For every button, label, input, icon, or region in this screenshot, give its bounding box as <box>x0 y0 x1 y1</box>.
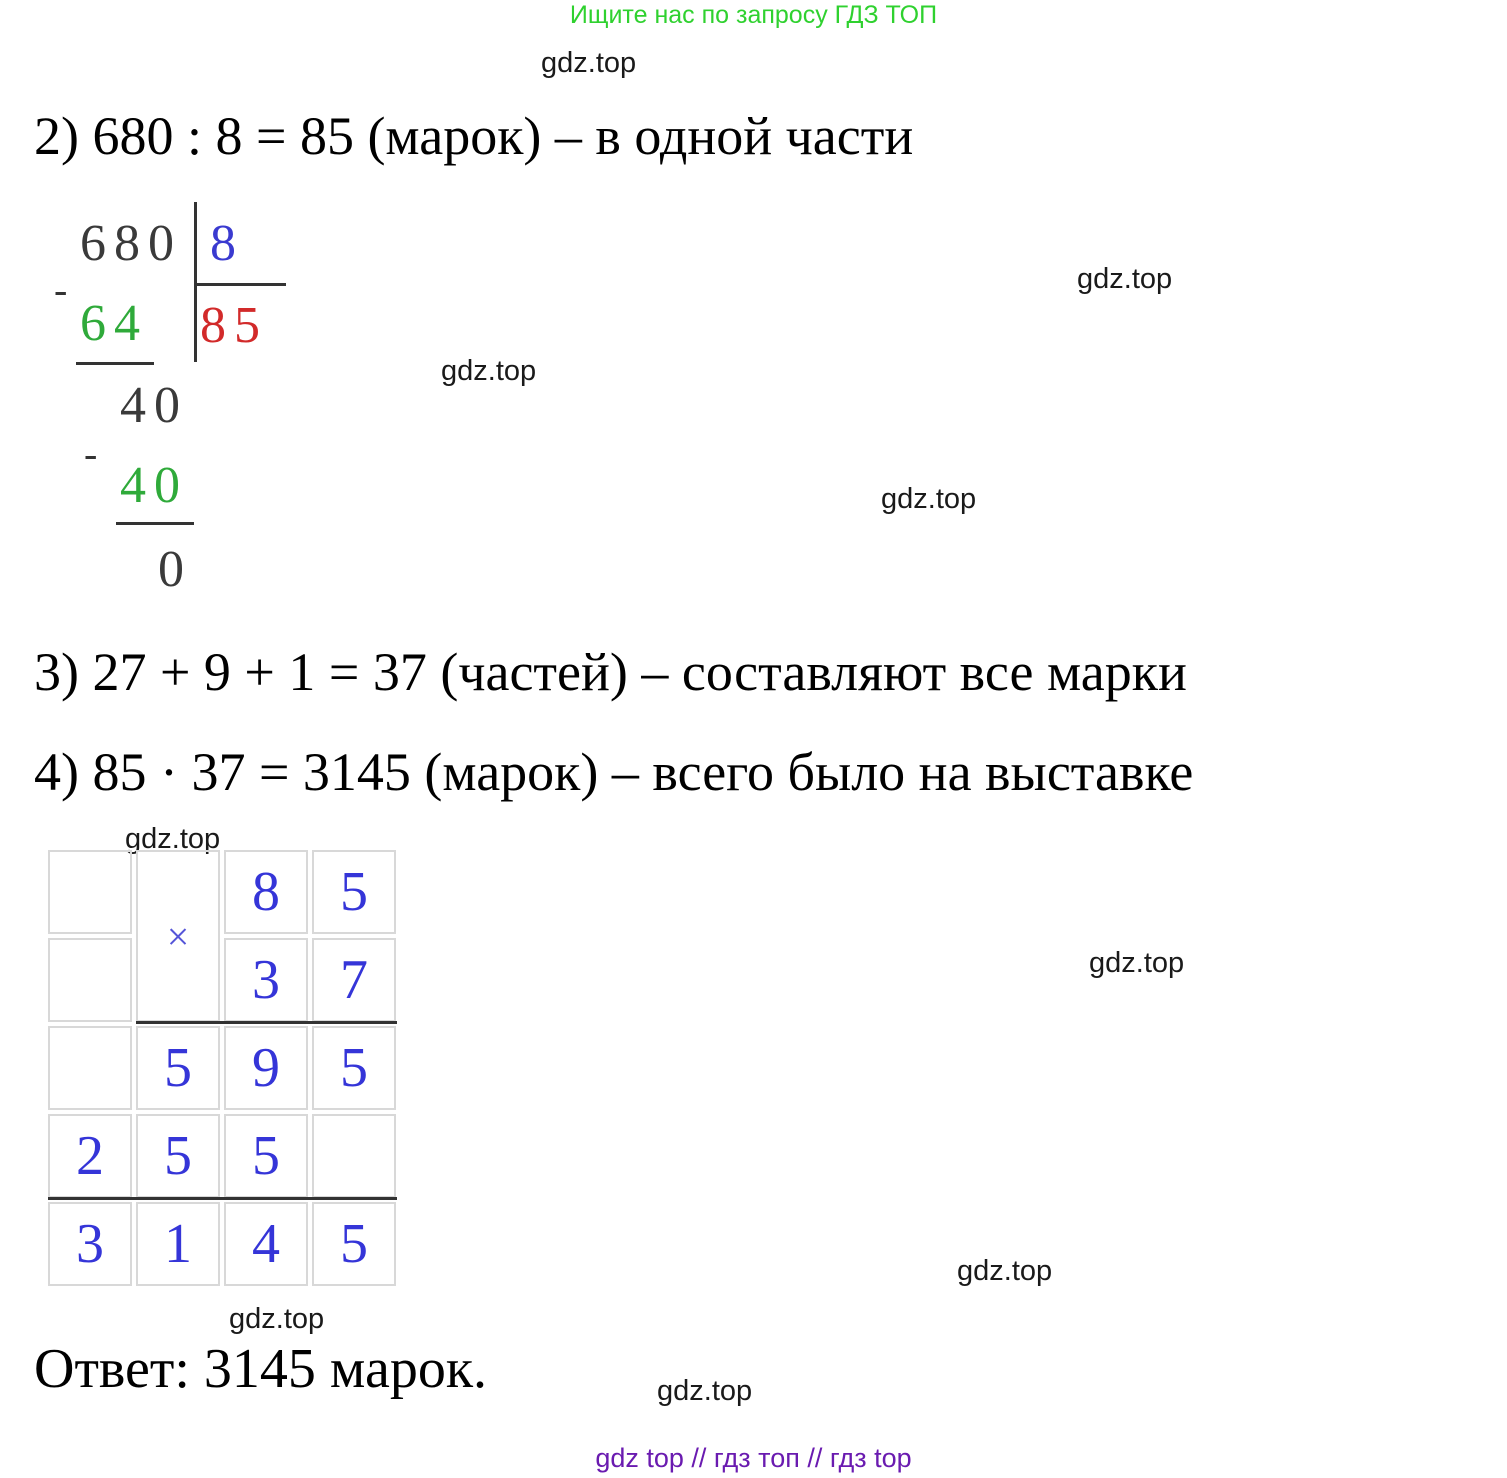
grid-cell <box>48 1026 132 1110</box>
watermark: gdz.top <box>957 1255 1053 1287</box>
watermark: gdz.top <box>125 823 221 855</box>
watermark: gdz.top <box>541 47 637 79</box>
grid-cell: 7 <box>312 938 396 1022</box>
multiply-sign: × <box>166 913 190 959</box>
underline-1 <box>76 362 154 365</box>
grid-cell: 2 <box>48 1114 132 1198</box>
watermark: gdz.top <box>1089 947 1185 979</box>
grid-cell: 1 <box>136 1202 220 1286</box>
answer-text: Ответ: 3145 марок. <box>34 1338 488 1400</box>
underline-2 <box>116 522 194 525</box>
grid-cell: 5 <box>136 1026 220 1110</box>
grid-cell: 4 <box>224 1202 308 1286</box>
remainder-2: 0 <box>158 541 192 598</box>
subtrahend-2: 40 <box>120 457 188 514</box>
divisor: 8 <box>210 215 244 272</box>
grid-cell <box>312 1114 396 1198</box>
watermark: gdz.top <box>1077 263 1173 295</box>
minus-sign-2: - <box>84 431 98 476</box>
remainder-1: 40 <box>120 377 188 434</box>
grid-cell: 5 <box>224 1114 308 1198</box>
grid-cell-sign <box>136 850 220 1022</box>
search-banner: Ищите нас по запросу ГДЗ ТОП <box>569 1 938 29</box>
step-3-text: 3) 27 + 9 + 1 = 37 (частей) – составляют все марки <box>34 642 1187 702</box>
multiplication-grid <box>48 850 397 1287</box>
product-line-2 <box>48 1197 397 1200</box>
quotient: 85 <box>200 297 268 354</box>
grid-cell <box>48 938 132 1022</box>
step-2-text: 2) 680 : 8 = 85 (марок) – в одной части <box>34 106 914 166</box>
watermark: gdz.top <box>441 355 537 387</box>
division-vertical-line <box>194 202 197 362</box>
step-4-text: 4) 85 · 37 = 3145 (марок) – всего было на выставке <box>34 742 1194 802</box>
grid-cell: 5 <box>312 1202 396 1286</box>
division-horizontal-line <box>194 283 286 286</box>
grid-cell: 5 <box>136 1114 220 1198</box>
watermark: gdz.top <box>229 1303 325 1335</box>
grid-cell: 5 <box>312 850 396 934</box>
dividend: 680 <box>80 215 182 272</box>
grid-cell <box>48 850 132 934</box>
grid-cell: 3 <box>224 938 308 1022</box>
grid-cell: 9 <box>224 1026 308 1110</box>
grid-cell: 5 <box>312 1026 396 1110</box>
watermark: gdz.top <box>881 483 977 515</box>
grid-cell: 8 <box>224 850 308 934</box>
footer-links: gdz top // гдз топ // гдз top <box>595 1443 912 1473</box>
watermark: gdz.top <box>657 1375 753 1407</box>
grid-cell: 3 <box>48 1202 132 1286</box>
subtrahend-1: 64 <box>80 295 148 352</box>
minus-sign-1: - <box>54 267 68 312</box>
product-line-1 <box>136 1021 397 1024</box>
